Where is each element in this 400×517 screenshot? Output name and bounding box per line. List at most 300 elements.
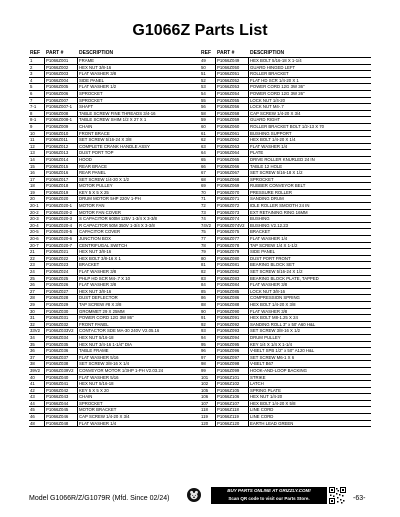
ref-cell: 29 [29, 302, 45, 308]
description-cell: HEX NUT 5/16-18 [79, 381, 114, 387]
description-cell: SET SCREW 1/4-20 X 1/2 [79, 176, 130, 182]
description-cell: CONVEYOR MOTOR 1/3HP 1-PH V2.03.24 [79, 367, 164, 373]
table-row [29, 243, 200, 250]
table-row [200, 414, 371, 421]
part-number-cell: P1066Z102 [216, 381, 249, 387]
description-cell: TABLE FRAME [79, 348, 109, 354]
description-cell: TABLE SCREW FINE THREADS 3/4-16 [79, 110, 156, 116]
table-row [200, 131, 371, 138]
part-header: PART # [46, 50, 64, 56]
part-number-cell: P1066Z074V2 [216, 223, 249, 229]
table-row [29, 164, 200, 171]
part-number-cell: P1066Z036 [45, 348, 78, 354]
ref-cell: 68 [200, 177, 216, 183]
table-row [29, 65, 200, 72]
ref-cell: 74V2 [200, 223, 216, 229]
table-header [200, 49, 371, 57]
description-cell: SANDING DRUM [250, 196, 284, 202]
description-cell: SET SCREW 5/16-18 X 1/2 [250, 170, 303, 176]
table-row [29, 157, 200, 164]
table-row [29, 236, 200, 243]
part-number-cell: P1066Z008 [45, 111, 78, 117]
ref-cell: 54 [200, 91, 216, 97]
part-number-cell: P1066Z077 [216, 236, 249, 242]
table-row [200, 104, 371, 111]
ref-cell: 44 [29, 401, 45, 407]
ref-cell: 86 [200, 295, 216, 301]
ref-cell: 26 [29, 282, 45, 288]
description-cell: SET SCREW 3/8-16 X 1/2 [250, 328, 301, 334]
part-number-cell: P1066Z081 [216, 262, 249, 268]
ref-cell: 74 [200, 216, 216, 222]
ref-cell: 58 [200, 111, 216, 117]
part-number-cell: P1066Z002 [45, 65, 78, 71]
part-number-cell: P1066Z069 [216, 183, 249, 189]
description-cell: MOTOR FAN [79, 203, 105, 209]
part-number-cell: P1066Z028 [45, 295, 78, 301]
ref-cell: 56 [200, 104, 216, 110]
ref-cell: 13 [29, 150, 45, 156]
description-cell: SPROCKET [79, 90, 103, 96]
table-row [200, 190, 371, 197]
ref-cell: 79 [200, 249, 216, 255]
part-number-cell: P1066Z071 [216, 196, 249, 202]
ref-header: REF [30, 50, 40, 56]
ref-cell: 23 [29, 262, 45, 268]
ref-cell: 91 [200, 315, 216, 321]
table-row [200, 183, 371, 190]
description-cell: BRACKET [250, 229, 271, 235]
part-number-cell: P1066Z049 [216, 58, 249, 64]
ref-cell: 19 [29, 190, 45, 196]
part-number-cell: P1066Z118 [216, 407, 249, 413]
ref-cell: 11 [29, 137, 45, 143]
table-header [29, 49, 200, 57]
description-cell: TABLE 12 HOLE [250, 163, 283, 169]
ref-cell: 5 [29, 84, 45, 90]
description-cell: HEX NUT 5/16-18 [79, 334, 114, 340]
part-number-cell: P1066Z058 [216, 111, 249, 117]
table-row [200, 243, 371, 250]
part-number-cell: P1066Z031 [45, 315, 78, 321]
table-row [200, 84, 371, 91]
description-cell: BEARING BLOCK PLATE, TAPPED [250, 275, 319, 281]
part-number-cell: P1066Z039V2 [45, 368, 78, 374]
promo-line-2: Scan QR code to visit our Parts Store. [228, 496, 310, 501]
part-number-cell: P1066Z027 [45, 289, 78, 295]
part-number-cell: P1066Z043 [45, 394, 78, 400]
description-cell: COMPRESSION SPRING [250, 295, 300, 301]
table-row [200, 203, 371, 210]
part-number-cell: P1066Z048 [45, 421, 78, 427]
ref-cell: 43 [29, 394, 45, 400]
qr-code-icon[interactable] [329, 487, 346, 504]
table-row [200, 401, 371, 408]
table-row [29, 302, 200, 309]
ref-cell: 48 [29, 421, 45, 427]
part-number-cell: P1066Z045 [45, 407, 78, 413]
buy-parts-banner[interactable] [211, 487, 327, 504]
description-cell: HEX BOLT 1/4-20 X 1/4 [250, 137, 296, 143]
part-number-cell: P1066Z046 [45, 414, 78, 420]
part-number-cell: P1066Z003 [45, 71, 78, 77]
description-cell: BRACKET [79, 262, 100, 268]
description-cell: KEY 5 X 5 X 20 [79, 387, 109, 393]
part-number-cell: P1066Z005 [45, 84, 78, 90]
description-cell: FLAT HD SCR 1/4-20 X 1 [250, 77, 299, 83]
ref-cell: 97 [200, 355, 216, 361]
model-label: Model G1066R/Z/G1079R (Mfd. Since 02/24) [29, 495, 170, 502]
description-cell: HEX BOLT 1/4-20 X 5/8 [250, 400, 296, 406]
ref-cell: 21 [29, 249, 45, 255]
part-number-cell: P1066Z034 [45, 335, 78, 341]
part-number-cell: P1066Z021 [45, 249, 78, 255]
description-cell: SET SCREW 5/16-24 X 1/2 [250, 269, 303, 274]
ref-cell: 81 [200, 262, 216, 268]
description-cell: DUST PORT TOP [79, 150, 114, 156]
description-cell: REAR BRACE [79, 163, 107, 169]
table-row [200, 289, 371, 296]
table-row [200, 196, 371, 203]
description-cell: CONTACTOR SDE MA-30 240V V2.05.16 [79, 328, 160, 334]
table-row [29, 355, 200, 362]
description-cell: EARTH LEAD GREEN [250, 420, 294, 426]
description-cell: S CAPACITOR 600M 125V 1-3/4 X 3-3/8 [79, 216, 157, 222]
description-cell: HEX BOLT M8-1.25 X 24 [250, 315, 298, 321]
description-cell: PRESSURE ROLLER [250, 189, 293, 195]
description-cell: MOTOR FAN COVER [79, 209, 121, 215]
table-row [29, 262, 200, 269]
description-cell: MOTOR PULLEY [79, 183, 113, 189]
part-number-cell: P1066Z020-2 [45, 210, 78, 216]
part-number-cell: P1066Z037 [45, 355, 78, 361]
ref-cell: 3 [29, 71, 45, 77]
description-cell: HOOK-AND-LOOP BACKING [250, 367, 307, 373]
description-cell: JUNCTION BOX [79, 236, 111, 242]
description-cell: SET SCREW M6-1 X 6 [250, 354, 295, 360]
description-cell: CENTRIFUGAL SWITCH [79, 242, 128, 248]
ref-cell: 18 [29, 183, 45, 189]
table-row [29, 111, 200, 118]
part-number-cell: P1066Z099 [216, 368, 249, 374]
part-number-cell: P1066Z075 [216, 229, 249, 235]
ref-cell: 33V2 [29, 328, 45, 334]
ref-cell: 71 [200, 196, 216, 202]
description-cell: TABLE SCREW SHIM 1/2 X 27 X 1 [79, 117, 147, 123]
table-row [29, 342, 200, 349]
part-number-cell: P1066Z016 [45, 170, 78, 176]
description-cell: LOCK NUT 3/8-16 [250, 288, 286, 294]
ref-cell: 78 [200, 243, 216, 249]
table-row [29, 295, 200, 302]
table-row [200, 421, 371, 428]
description-cell: SPRING PLATE [250, 387, 281, 393]
table-row [200, 210, 371, 217]
part-number-cell: P1066Z038 [45, 361, 78, 367]
table-row [200, 117, 371, 124]
description-cell: LOCK NUT 1/4-20 [250, 97, 286, 103]
ref-cell: 8-1 [29, 117, 45, 123]
description-cell: POWER CORD 12G 3W 86" [79, 315, 134, 321]
ref-cell: 75 [200, 229, 216, 235]
table-row [29, 381, 200, 388]
description-cell: RUBBER CONVEYOR BELT [250, 183, 306, 189]
part-number-cell: P1066Z090 [216, 309, 249, 315]
ref-cell: 37 [29, 355, 45, 361]
part-number-cell: P1066Z093 [216, 328, 249, 334]
description-cell: DRUM PULLEY [250, 334, 281, 340]
description-cell: FLAT WASHER 3/8 [79, 71, 117, 77]
part-number-cell: P1066Z055 [216, 98, 249, 104]
description-header: DESCRIPTION [79, 50, 114, 56]
part-number-cell: P1066Z079 [216, 249, 249, 255]
description-cell: LOCK NUT M4-.7 [250, 104, 284, 110]
ref-cell: 77 [200, 236, 216, 242]
ref-cell: 20-7 [29, 243, 45, 249]
table-row [200, 328, 371, 335]
table-row [200, 375, 371, 382]
table-row [29, 375, 200, 382]
description-cell: CHAIN [79, 123, 93, 129]
description-cell: SPROCKET [79, 400, 103, 406]
ref-cell: 85 [200, 289, 216, 295]
table-row [200, 302, 371, 309]
table-row [200, 348, 371, 355]
table-row [29, 282, 200, 289]
table-row [29, 401, 200, 408]
ref-cell: 98 [200, 361, 216, 367]
table-row [200, 170, 371, 177]
ref-cell: 12 [29, 144, 45, 150]
table-row [29, 71, 200, 78]
description-cell: TAP SCREW #8 X 3/8 [79, 301, 122, 307]
ref-cell: 70 [200, 190, 216, 196]
ref-cell: 20-5 [29, 229, 45, 235]
table-row [29, 58, 200, 65]
part-number-cell: P1066Z004 [45, 78, 78, 84]
part-number-cell: P1066Z008-1 [45, 117, 78, 123]
ref-cell: 34 [29, 335, 45, 341]
ref-cell: 73 [200, 210, 216, 216]
part-number-cell: P1066Z007-1 [45, 104, 78, 110]
ref-cell: 30 [29, 309, 45, 315]
ref-cell: 49 [200, 58, 216, 64]
part-number-cell: P1066Z051 [216, 71, 249, 77]
table-row [29, 216, 200, 223]
ref-cell: 51 [200, 71, 216, 77]
ref-cell: 6 [29, 91, 45, 97]
part-number-cell: P1066Z020-4 [45, 223, 78, 229]
table-row [29, 183, 200, 190]
table-row [29, 348, 200, 355]
page-number: -63- [353, 495, 366, 502]
ref-cell: 2 [29, 65, 45, 71]
part-number-cell: P1066Z020-3 [45, 216, 78, 222]
description-cell: FLAT WASHER 1/2 [79, 84, 117, 90]
part-number-cell: P1066Z020-6 [45, 236, 78, 242]
ref-cell: 105 [200, 388, 216, 394]
description-cell: STRIKE [250, 374, 266, 380]
part-number-cell: P1066Z024 [45, 269, 78, 275]
ref-cell: 95 [200, 342, 216, 348]
ref-cell: 82 [200, 269, 216, 275]
description-cell: SANDING ROLL 3" x 50' A60 H&L [250, 321, 316, 327]
description-cell: SHAFT [79, 104, 94, 110]
table-row [29, 361, 200, 368]
table-row [200, 322, 371, 329]
table-row [29, 229, 200, 236]
part-number-cell: P1066Z082 [216, 269, 249, 275]
table-row [200, 65, 371, 72]
ref-cell: 118 [200, 407, 216, 413]
part-number-cell: P1066Z042 [45, 388, 78, 394]
part-number-cell: P1066Z120 [216, 421, 249, 427]
ref-cell: 106 [200, 394, 216, 400]
description-cell: HEX BOLT 5/16-18 X 1-1/4 [250, 58, 302, 63]
description-cell: LATCH [250, 381, 264, 387]
description-cell: BUSHING SUPPORT [250, 130, 292, 136]
part-number-cell: P1066Z084 [216, 282, 249, 288]
ref-cell: 83 [200, 276, 216, 282]
table-row [29, 394, 200, 401]
description-cell: R CAPACITOR 50M 350V 1-3/4 X 3-3/8 [79, 222, 155, 228]
ref-cell: 24 [29, 269, 45, 275]
part-number-cell: P1066Z040 [45, 375, 78, 381]
ref-cell: 4 [29, 78, 45, 84]
part-number-cell: P1066Z012 [45, 144, 78, 150]
ref-cell: 63 [200, 144, 216, 150]
part-number-cell: P1066Z065 [216, 157, 249, 163]
table-row [29, 196, 200, 203]
ref-cell: 10 [29, 131, 45, 137]
part-number-cell: P1066Z007 [45, 98, 78, 104]
table-row [200, 276, 371, 283]
description-cell: HEX NUT 3/8-16 [79, 249, 112, 255]
description-cell: DUST DEFLECTOR [79, 295, 118, 301]
description-cell: GUARD HINGED LEFT [250, 64, 296, 70]
part-number-cell: P1066Z056 [216, 104, 249, 110]
part-number-cell: P1066Z098 [216, 361, 249, 367]
table-row [200, 315, 371, 322]
ref-cell: 69 [200, 183, 216, 189]
table-row [29, 368, 200, 375]
table-row [200, 256, 371, 263]
part-number-cell: P1066Z086 [216, 295, 249, 301]
description-cell: FLAT WASHER 1/4 [250, 236, 288, 242]
part-number-cell: P1066Z066 [216, 164, 249, 170]
description-cell: HEX NUT 1/4-20 [250, 394, 283, 400]
table-row [29, 150, 200, 157]
ref-cell: 36 [29, 348, 45, 354]
description-cell: FLAT WASHER 3/8 [250, 308, 288, 314]
table-row [200, 229, 371, 236]
parts-rows-right [200, 57, 371, 427]
part-number-cell: P1066Z044 [45, 401, 78, 407]
part-number-cell: P1066Z053 [216, 84, 249, 90]
table-row [29, 322, 200, 329]
ref-cell: 61 [200, 131, 216, 137]
part-number-cell: P1066Z006 [45, 91, 78, 97]
parts-rows-left [29, 57, 200, 427]
table-row [200, 91, 371, 98]
ref-cell: 20-2 [29, 210, 45, 216]
part-number-cell: P1066Z020-7 [45, 243, 78, 249]
ref-cell: 7-1 [29, 104, 45, 110]
part-number-cell: P1066Z020-5 [45, 229, 78, 235]
part-number-cell: P1066Z020 [45, 196, 78, 202]
table-row [29, 328, 200, 335]
description-cell: GROMMET 29 X 25MM [79, 308, 125, 314]
description-cell: BEARING BLOCK SET [250, 262, 295, 268]
description-cell: KEY 5 X 5 X 25 [79, 189, 109, 195]
table-row [29, 256, 200, 263]
part-number-cell: P1066Z064 [216, 150, 249, 156]
promo-line-1: BUY PARTS ONLINE AT GRIZZLY.COM! [227, 488, 311, 493]
ref-cell: 53 [200, 84, 216, 90]
ref-cell: 20 [29, 196, 45, 202]
table-row [200, 295, 371, 302]
table-row [200, 249, 371, 256]
table-row [29, 84, 200, 91]
description-cell: FRONT PANEL [79, 321, 109, 327]
part-number-cell: P1066Z059 [216, 117, 249, 123]
table-row [29, 203, 200, 210]
table-row [29, 335, 200, 342]
part-number-cell: P1066Z062 [216, 137, 249, 143]
table-row [200, 58, 371, 65]
table-row [200, 216, 371, 223]
table-row [200, 157, 371, 164]
table-row [200, 150, 371, 157]
part-number-cell: P1066Z026 [45, 282, 78, 288]
ref-cell: 96 [200, 348, 216, 354]
description-cell: CAP SCREW 1/4-20 X 3/4 [79, 414, 130, 420]
table-row [29, 117, 200, 124]
table-row [29, 124, 200, 131]
part-number-cell: P1066Z074 [216, 216, 249, 222]
description-cell: FLAT WASHER 1/4 [79, 420, 117, 426]
ref-cell: 99 [200, 368, 216, 374]
ref-cell: 65 [200, 157, 216, 163]
description-cell: SIDE PANEL [79, 77, 104, 83]
part-number-cell: P1066Z097 [216, 355, 249, 361]
part-number-cell: P1066Z020-1 [45, 203, 78, 209]
description-cell: HEX BOLT 3/8-16 X 1 [79, 255, 121, 261]
ref-cell: 20-4 [29, 223, 45, 229]
description-cell: PLATE [250, 150, 264, 156]
description-cell: DRIVE ROLLER KNURLED 24 IN [250, 156, 315, 162]
part-number-cell: P1066Z107 [216, 401, 249, 407]
ref-cell: 9 [29, 124, 45, 130]
part-header: PART # [217, 50, 235, 56]
table-row [200, 282, 371, 289]
description-cell: CAPACITOR COVER [79, 229, 121, 235]
ref-cell: 88 [200, 302, 216, 308]
part-number-cell: P1066Z101 [216, 375, 249, 381]
ref-cell: 93 [200, 328, 216, 334]
description-cell: MOTOR BRACKET [79, 407, 117, 413]
description-cell: BUSHING [250, 216, 270, 222]
description-cell: LINE CORD [250, 407, 274, 413]
part-number-cell: P1066Z022 [45, 256, 78, 262]
ref-cell: 20-1 [29, 203, 45, 209]
ref-cell: 80 [200, 256, 216, 262]
description-cell: HEX NUT 3/4-16 1-1/4" DIA [79, 341, 133, 347]
table-row [200, 144, 371, 151]
description-cell: SPROCKET [250, 176, 274, 182]
ref-cell: 45 [29, 407, 45, 413]
table-row [200, 407, 371, 414]
